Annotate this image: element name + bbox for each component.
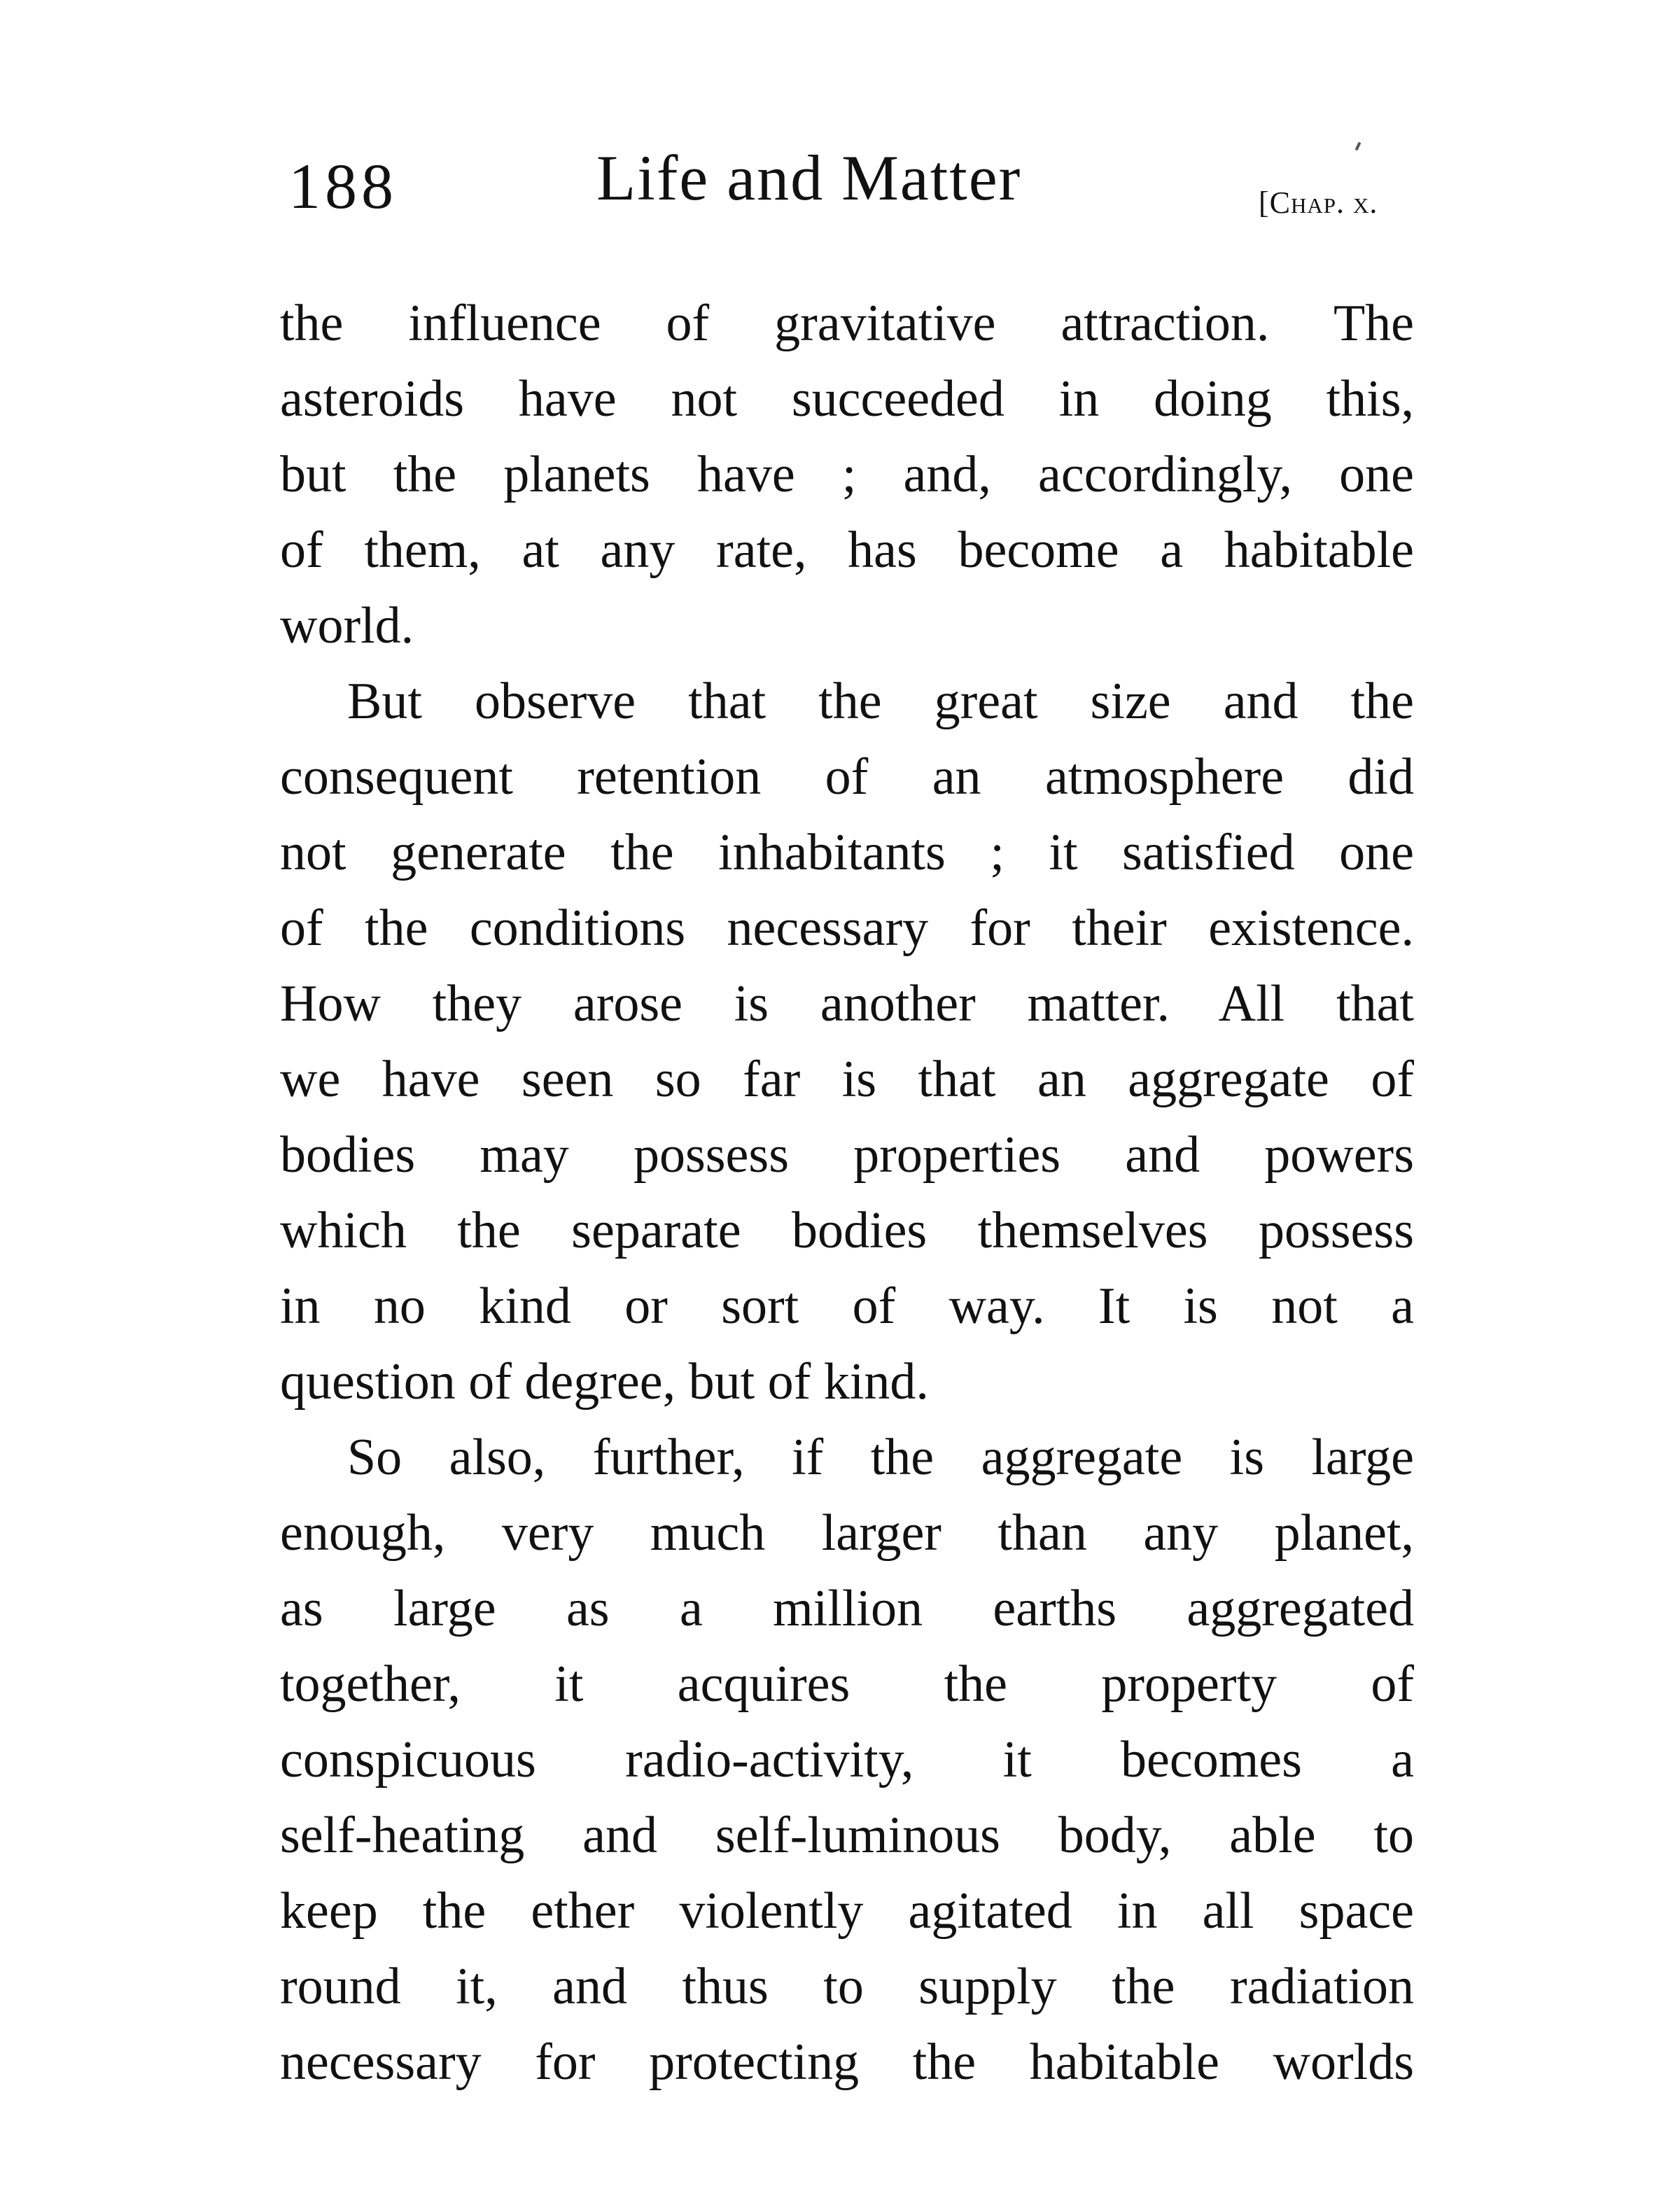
text-line: question of degree, but of kind. [280,1353,929,1410]
text-line: of them, at any rate, has become a habitable [280,522,1414,579]
text-line: in no kind or sort of way. It is not a [280,1278,1414,1335]
text-line: world. [280,597,414,654]
text-line: as large as a million earths aggregated [280,1580,1414,1637]
paragraph-first-line: So also, further, if the aggregate is large [347,1429,1414,1486]
text-line: enough, very much larger than any planet, [280,1504,1414,1562]
body-text [280,286,1414,2100]
running-title: Life and Matter [596,142,1022,214]
text-line: necessary for protecting the habitable worlds [280,2033,1414,2091]
text-line: self-heating and self-luminous body, able to [280,1807,1414,1864]
text-line: we have seen so far is that an aggregate of [280,1051,1414,1108]
text-line: asteroids have not succeeded in doing this, [280,370,1414,428]
running-head [280,140,1414,238]
text-line: which the separate bodies themselves possess [280,1202,1414,1259]
page-number: 188 [288,150,398,222]
text-line: the influence of gravitative attraction. The [280,295,1414,352]
text-line: bodies may possess properties and powers [280,1126,1414,1184]
text-line: keep the ether violently agitated in all space [280,1882,1414,1940]
text-line: round it, and thus to supply the radiation [280,1958,1414,2015]
text-line: consequent retention of an atmosphere did [280,748,1414,806]
text-line: together, it acquires the property of [280,1656,1414,1713]
text-line: of the conditions necessary for their existence. [280,899,1414,957]
chapter-reference: [Chap. x. [1259,186,1378,220]
text-line: but the planets have ; and, accordingly, one [280,446,1414,503]
text-line: How they arose is another matter. All that [280,975,1414,1032]
text-line: not generate the inhabitants ; it satisfied one [280,824,1414,881]
paragraph-first-line: But observe that the great size and the [347,673,1414,730]
text-line: conspicuous radio-activity, it becomes a [280,1731,1414,1788]
